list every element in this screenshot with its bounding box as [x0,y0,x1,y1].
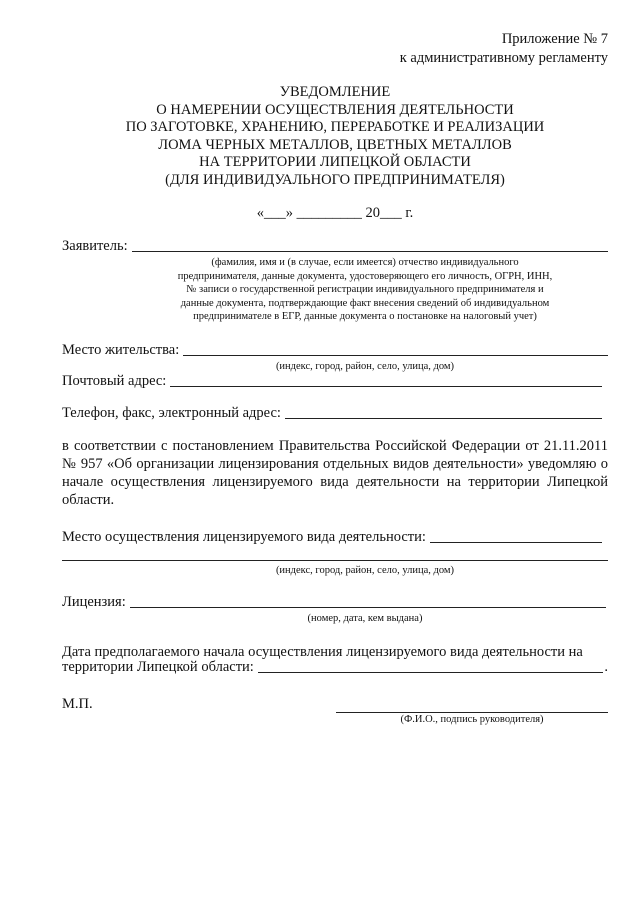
start-date-label: территории Липецкой области: [62,659,254,675]
signature-hint: (Ф.И.О., подпись руководителя) [400,714,544,725]
postal-input-line[interactable] [170,385,602,387]
hint-line: (фамилия, имя и (в случае, если имеется) отчество индивидуального [211,257,519,268]
contacts-row [62,405,602,422]
activity-place-row [62,529,602,546]
license-input-line[interactable] [130,606,606,608]
contacts-label: Телефон, факс, электронный адрес: [62,405,281,421]
start-date-input-line[interactable] [258,671,604,673]
activity-place-label: Место осуществления лицензируемого вида деятельности: [62,529,426,545]
seal-placeholder: М.П. [62,696,93,712]
start-date-text: Дата предполагаемого начала осуществления лицензируемого вида деятельности на [62,644,583,660]
title-line: (ДЛЯ ИНДИВИДУАЛЬНОГО ПРЕДПРИНИМАТЕЛЯ) [165,171,505,188]
residence-label: Место жительства: [62,342,180,358]
activity-place-hint: (индекс, город, район, село, улица, дом) [275,565,455,576]
activity-place-input-line[interactable] [430,541,602,543]
applicant-label: Заявитель: [62,238,128,254]
activity-place-second-line[interactable] [62,560,608,561]
hint-line: предпринимателе в ЕГР, данные документа о постановке на налоговый учет) [193,311,537,322]
residence-hint: (индекс, город, район, село, улица, дом) [275,361,455,372]
residence-input-line[interactable] [183,354,608,356]
statement-paragraph: в соответствии с постановлением Правительства Российской Федерации от 21.11.2011 № 957 «Об организации лицензирования отдельных видов деятельности» уведомляю о начале осуществления лицензируемого вида деятельности на территории Липецкой области. [62,438,608,508]
hint-line: № записи о государственной регистрации индивидуального предпринимателя и [186,284,544,295]
postal-label: Почтовый адрес: [62,373,167,389]
residence-row [62,342,608,359]
title-line: УВЕДОМЛЕНИЕ [279,84,391,100]
license-row [62,594,606,611]
title-line: ЛОМА ЧЕРНЫХ МЕТАЛЛОВ, ЦВЕТНЫХ МЕТАЛЛОВ [158,136,512,153]
hint-line: данные документа, подтверждающие факт внесения сведений об индивидуальном [180,297,550,309]
license-hint: (номер, дата, кем выдана) [307,613,423,624]
hint-line: предпринимателя, данные документа, удостоверяющего его личность, ОГРН, ИНН, [177,270,553,282]
document-date-field[interactable]: «___» _________ 20___ г. [256,205,414,221]
title-line: НА ТЕРРИТОРИИ ЛИПЕЦКОЙ ОБЛАСТИ [199,154,471,170]
appendix-number: Приложение № 7 [501,31,608,47]
license-label: Лицензия: [62,594,126,610]
postal-row [62,373,602,390]
appendix-reference: к административному регламенту [399,50,608,66]
applicant-hint [92,256,638,324]
start-date-period: . [604,659,608,675]
applicant-input-line[interactable] [132,250,608,252]
title-line: О НАМЕРЕНИИ ОСУЩЕСТВЛЕНИЯ ДЕЯТЕЛЬНОСТИ [156,101,514,118]
appendix-header [400,30,608,68]
document-title [0,84,640,189]
contacts-input-line[interactable] [285,417,602,419]
start-date-row [62,659,608,676]
applicant-row [62,238,608,255]
title-line: ПО ЗАГОТОВКЕ, ХРАНЕНИЮ, ПЕРЕРАБОТКЕ И РЕАЛИЗАЦИИ [125,119,545,135]
